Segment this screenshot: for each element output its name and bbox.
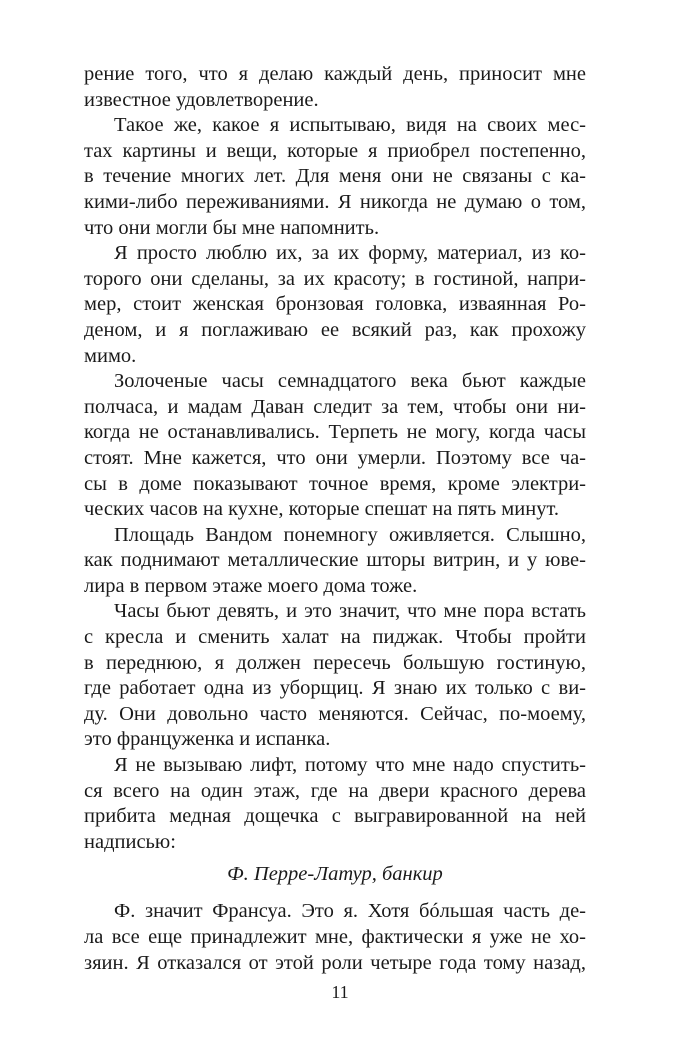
text-line: это француженка и испанка. bbox=[84, 728, 331, 751]
text-line: Золоченые часы семнадцатого века бьют каждые bbox=[114, 370, 586, 393]
text-line: рение того, что я делаю каждый день, приносит мне bbox=[84, 63, 586, 85]
text-line: стоят. Мне кажется, что они умерли. Поэтому все ча- bbox=[84, 446, 586, 469]
page-number: 11 bbox=[331, 982, 349, 1002]
text-line: Площадь Вандом понемногу оживляется. Слышно, bbox=[114, 523, 586, 546]
text-line: известное удовлетворение. bbox=[84, 88, 319, 111]
text-line: Такое же, какое я испытываю, видя на своих мес- bbox=[114, 114, 586, 137]
text-line: ла все еще принадлежит мне, фактически я уже не хо- bbox=[84, 926, 586, 948]
text-line: торого они сделаны, за их красоту; в гостиной, напри- bbox=[84, 267, 586, 290]
text-line: прибита медная дощечка с выгравированной на ней bbox=[84, 805, 586, 828]
text-line: кими-либо переживаниями. Я никогда не думаю о том, bbox=[84, 190, 586, 213]
text-line: ду. Они довольно часто меняются. Сейчас, по-моему, bbox=[84, 702, 586, 725]
text-line: ческих часов на кухне, которые спешат на пять минут. bbox=[84, 498, 559, 521]
text-line: полчаса, и мадам Даван следит за тем, чтобы они ни- bbox=[84, 395, 586, 418]
text-line: деном, и я поглаживаю ее всякий раз, как прохожу bbox=[84, 318, 586, 341]
page-text bbox=[84, 62, 586, 976]
text-line: Ф. значит Франсуа. Это я. Хотя бóльшая часть де- bbox=[114, 900, 586, 923]
text-line: мимо. bbox=[84, 344, 137, 367]
text-line: тах картины и вещи, которые я приобрел постепенно, bbox=[84, 139, 586, 162]
text-line: как поднимают металлические шторы витрин, и у юве- bbox=[84, 549, 586, 572]
text-line: мер, стоит женская бронзовая головка, изваянная Ро- bbox=[84, 293, 586, 316]
text-line: Я просто люблю их, за их форму, материал, из ко- bbox=[114, 242, 586, 265]
text-line: с кресла и сменить халат на пиджак. Чтобы пройти bbox=[84, 626, 586, 649]
text-line: Я не вызываю лифт, потому что мне надо спустить- bbox=[114, 754, 586, 777]
text-line: в течение многих лет. Для меня они не связаны с ка- bbox=[84, 165, 586, 188]
text-line: лира в первом этаже моего дома тоже. bbox=[84, 574, 418, 597]
text-line: сы в доме показывают точное время, кроме электри- bbox=[84, 472, 586, 495]
text-line: что они могли бы мне напомнить. bbox=[84, 216, 380, 239]
text-line: Часы бьют девять, и это значит, что мне пора встать bbox=[114, 600, 586, 623]
text-line: ся всего на один этаж, где на двери красного дерева bbox=[84, 779, 586, 802]
text-line: когда не останавливались. Терпеть не могу, когда часы bbox=[84, 421, 586, 444]
text-line: зяин. Я отказался от этой роли четыре года тому назад, bbox=[84, 951, 586, 974]
text-line: в переднюю, я должен пересечь большую гостиную, bbox=[84, 651, 586, 674]
inscription-line: Ф. Перре-Латур, банкир bbox=[227, 863, 443, 886]
text-line: надписью: bbox=[84, 830, 176, 853]
text-line: где работает одна из уборщиц. Я знаю их только с ви- bbox=[84, 677, 586, 700]
